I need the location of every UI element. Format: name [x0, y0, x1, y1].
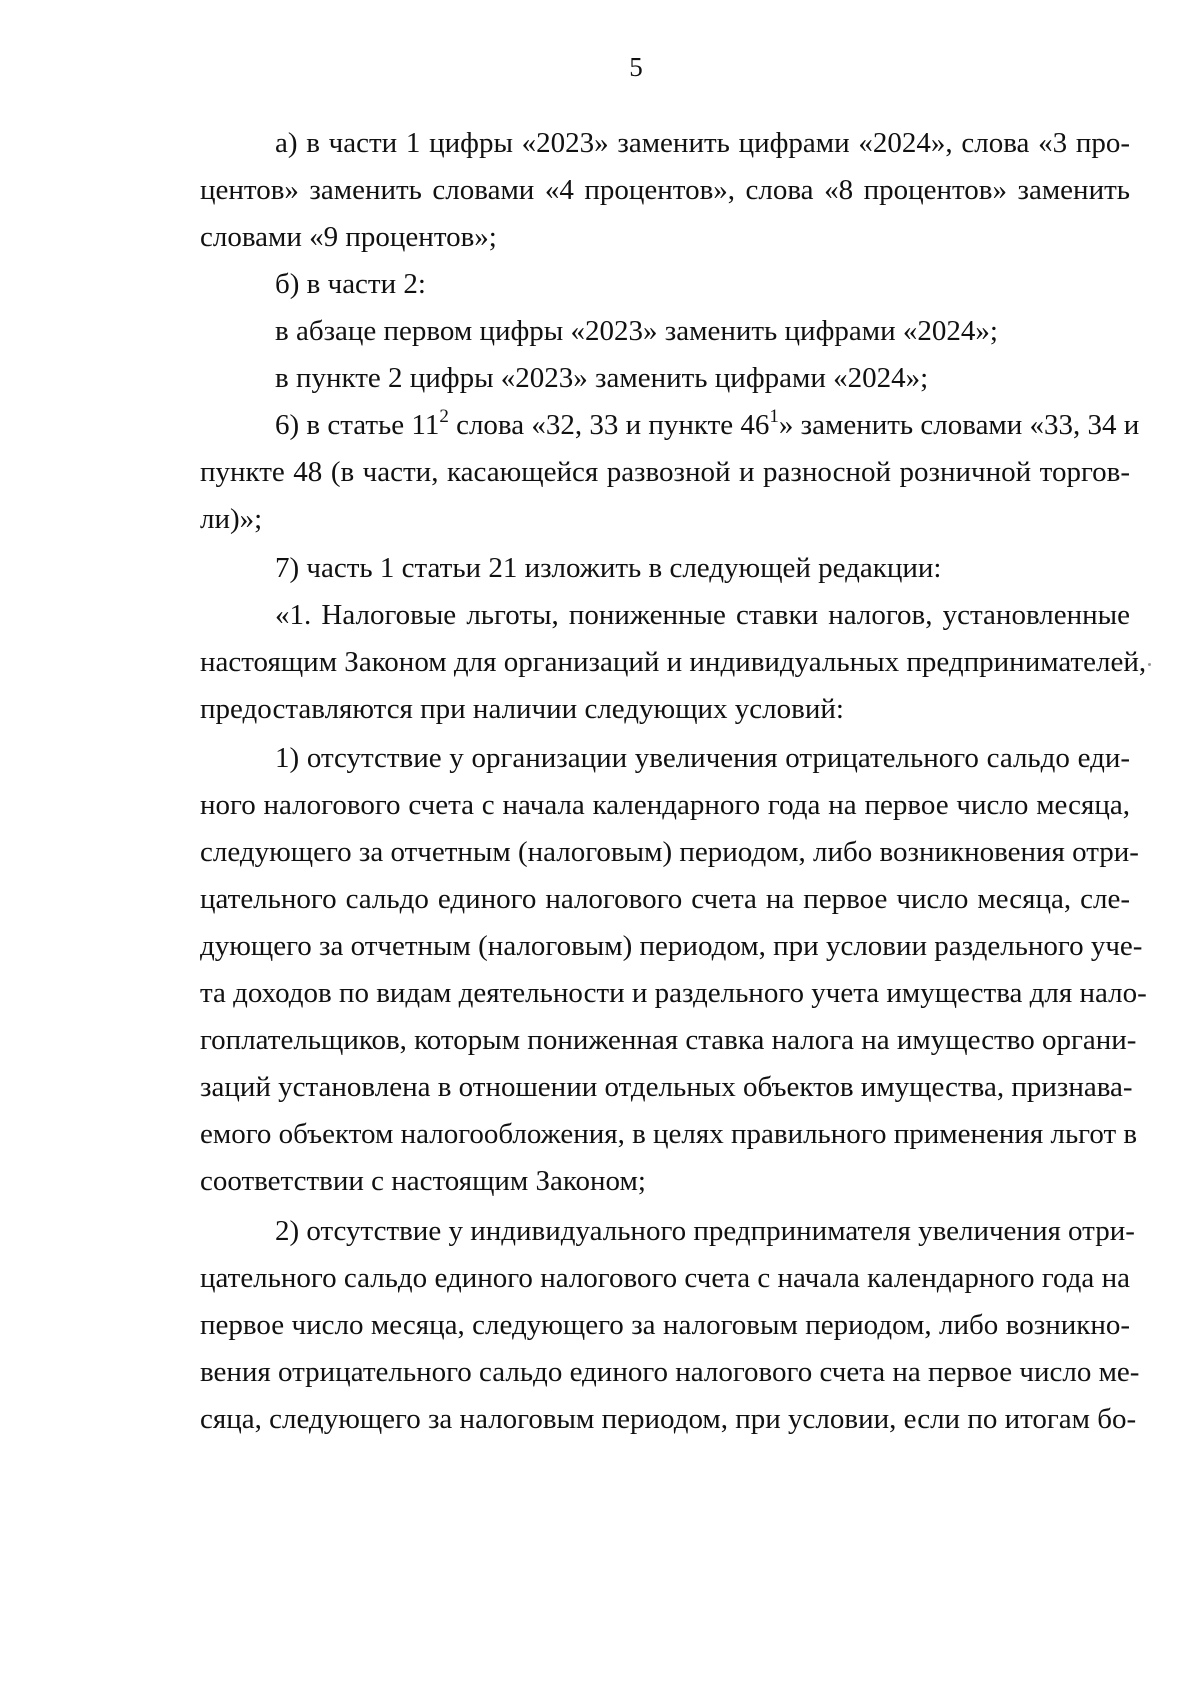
text-line: предоставляются при наличии следующих условий: — [200, 693, 844, 725]
text-line: ного налогового счета с начала календарного года на первое число месяца, — [200, 789, 1130, 821]
text-line: в абзаце первом цифры «2023» заменить цифрами «2024»; — [275, 315, 998, 347]
text-line: соответствии с настоящим Законом; — [200, 1165, 646, 1197]
text-line: 1) отсутствие у организации увеличения отрицательного сальдо еди- — [275, 742, 1130, 774]
document-body — [200, 120, 1147, 1443]
text-line: цательного сальдо единого налогового счета на первое число месяца, сле- — [200, 883, 1130, 915]
text-line: б) в части 2: — [275, 268, 426, 300]
superscript: 1 — [769, 406, 779, 427]
text-line: ли)»; — [200, 503, 263, 535]
text-line: «1. Налоговые льготы, пониженные ставки налогов, установленные — [275, 599, 1130, 631]
text-fragment: » заменить словами «33, 34 и — [778, 409, 1140, 441]
text-line-with-superscripts — [200, 402, 1140, 449]
text-line: та доходов по видам деятельности и раздельного учета имущества для нало- — [200, 977, 1147, 1009]
text-line: сяца, следующего за налоговым периодом, при условии, если по итогам бо- — [200, 1403, 1137, 1435]
text-line: пункте 48 (в части, касающейся развозной и разносной розничной торгов- — [200, 456, 1130, 488]
text-line: цательного сальдо единого налогового счета с начала календарного года на — [200, 1262, 1130, 1294]
text-line: емого объектом налогообложения, в целях правильного применения льгот в — [200, 1118, 1138, 1150]
text-line: 2) отсутствие у индивидуального предпринимателя увеличения отри- — [275, 1215, 1135, 1247]
text-line: вения отрицательного сальдо единого налогового счета на первое число ме- — [200, 1356, 1140, 1388]
text-fragment: 6) в статье 11 — [275, 409, 440, 441]
text-line: центов» заменить словами «4 процентов», слова «8 процентов» заменить — [200, 174, 1130, 206]
text-line: дующего за отчетным (налоговым) периодом, при условии раздельного уче- — [200, 930, 1143, 962]
text-line: 7) часть 1 статьи 21 изложить в следующей редакции: — [275, 552, 942, 584]
text-line: словами «9 процентов»; — [200, 221, 497, 253]
text-fragment: слова «32, 33 и пункте 46 — [448, 409, 770, 441]
superscript: 2 — [439, 406, 449, 427]
text-line: первое число месяца, следующего за налоговым периодом, либо возникно- — [200, 1309, 1130, 1341]
text-line: а) в части 1 цифры «2023» заменить цифрами «2024», слова «3 про- — [275, 127, 1130, 159]
text-line: гоплательщиков, которым пониженная ставка налога на имущество органи- — [200, 1024, 1137, 1056]
text-line: следующего за отчетным (налоговым) периодом, либо возникновения отри- — [200, 836, 1139, 868]
text-line: настоящим Законом для организаций и индивидуальных предпринимателей, — [200, 646, 1147, 678]
page-number: 5 — [629, 52, 643, 82]
scan-speck — [1148, 663, 1151, 666]
text-line: заций установлена в отношении отдельных объектов имущества, признава- — [200, 1071, 1133, 1103]
text-line: в пункте 2 цифры «2023» заменить цифрами «2024»; — [275, 362, 929, 394]
